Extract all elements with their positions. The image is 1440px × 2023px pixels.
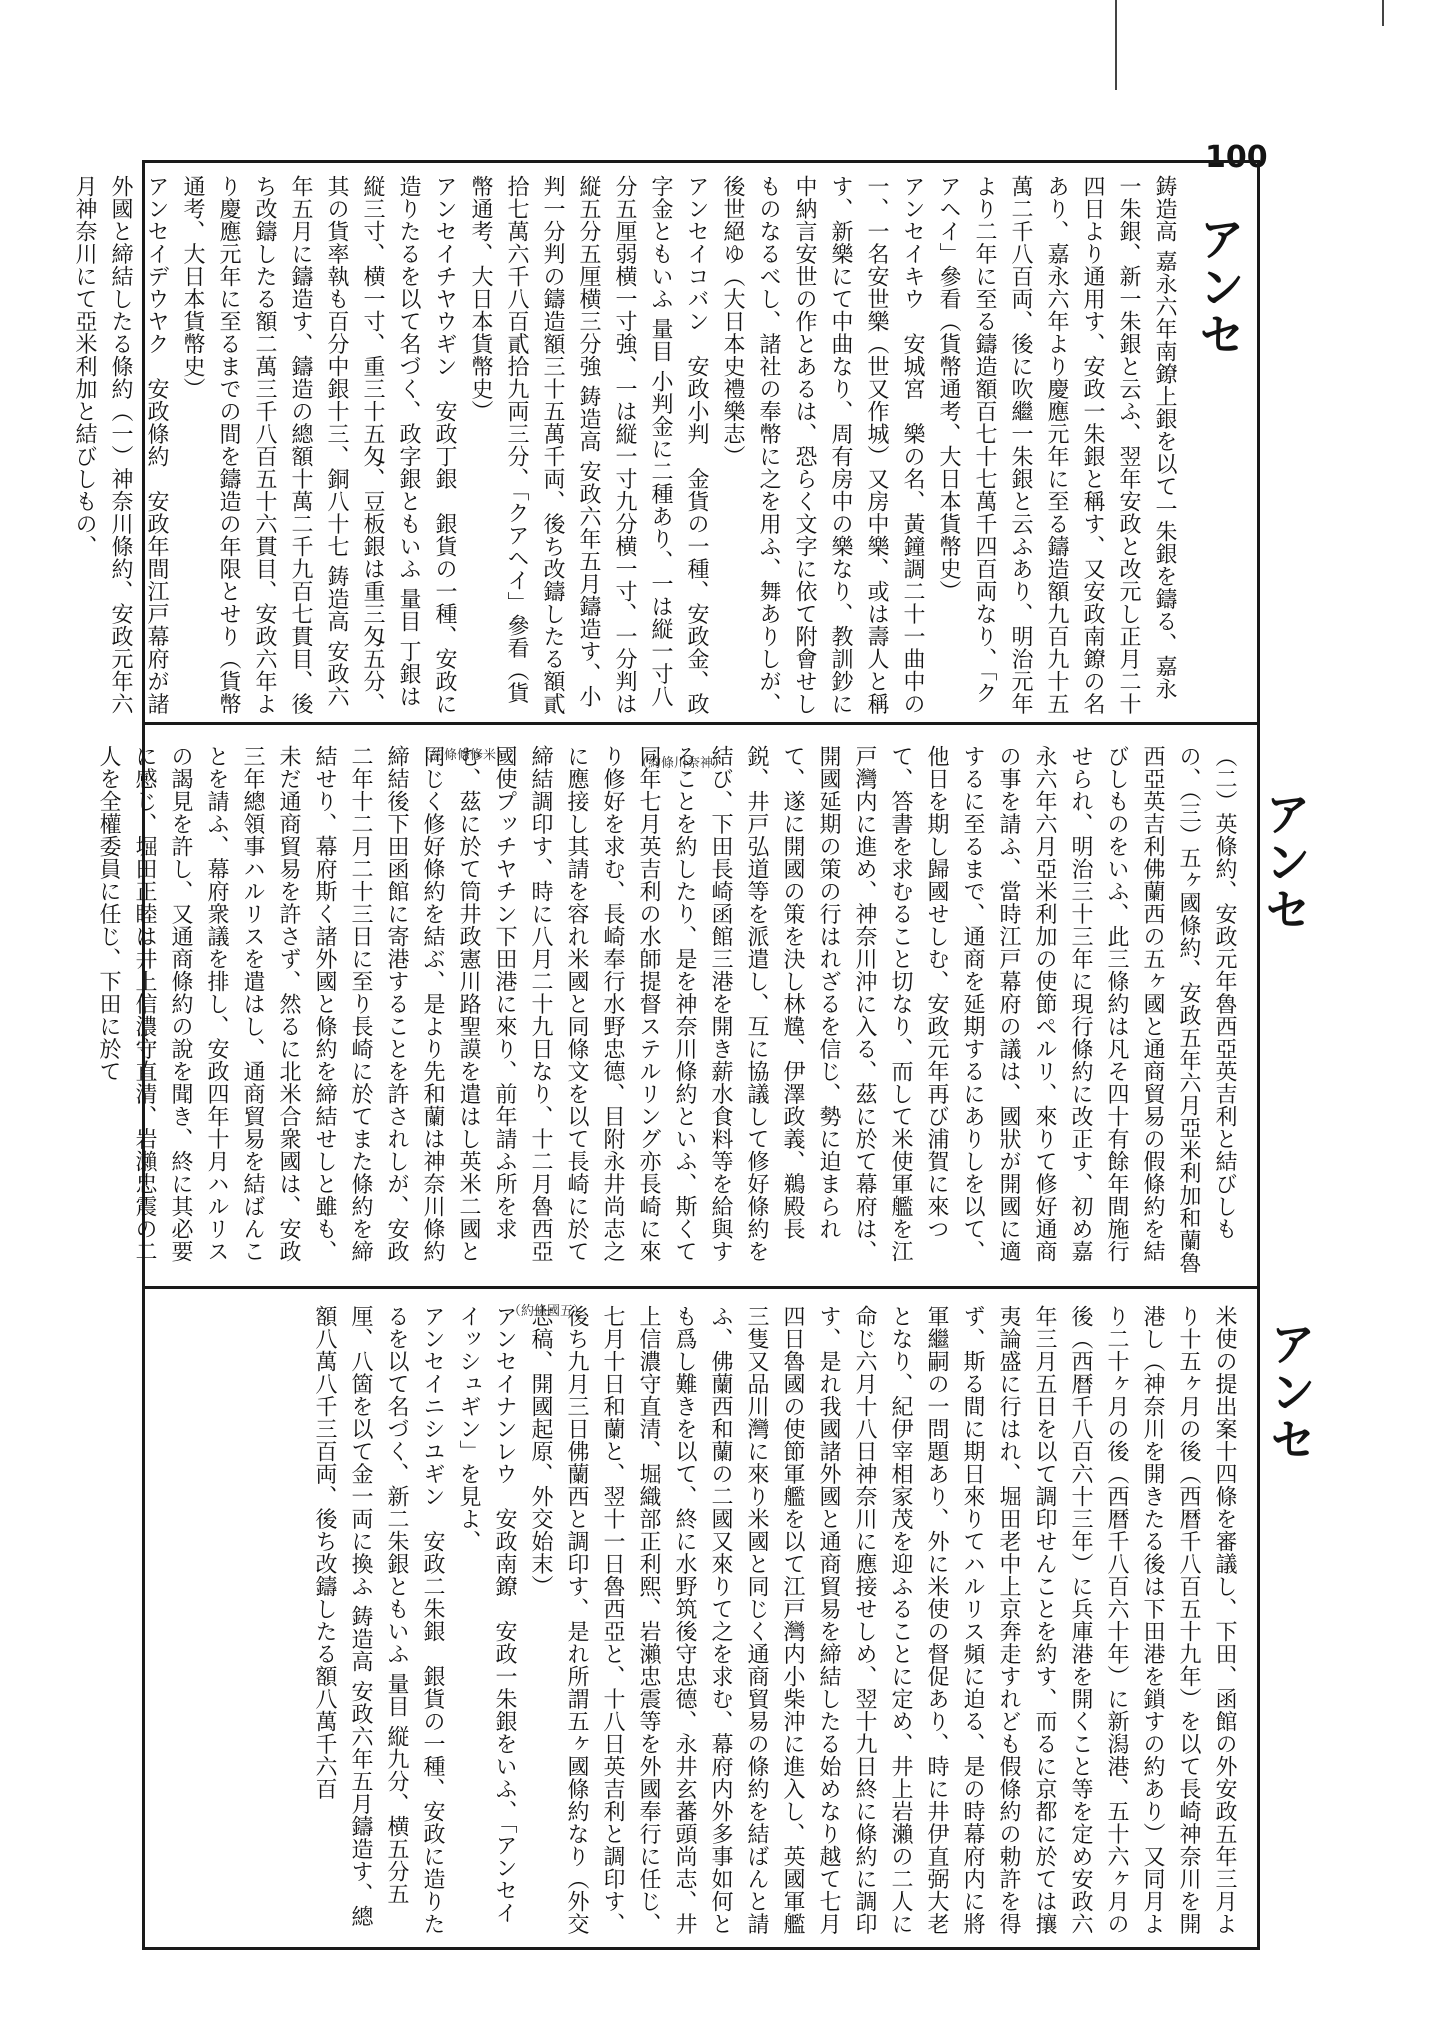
bottom-section-text: 米使の提出案十四條を審議し、下田、函館の外安政五年三月より十五ヶ月の後（西暦千八百五十九年）を以て長崎神奈川を開港し（神奈川を開きたる後は下田港を鎖すの約あり）又同月より二十ヶ月の後（西暦千八百六十年）に新潟港、五十六ヶ月の後（西暦千八百六十三年）に兵庫港を開くこと等を定め安政六年三月五日を以て調印せんことを約す、而るに京都に於ては攘夷論盛に行はれ、堀田老中上京奔走すれども假條約の勅許を得ず、斯る間に期日來りてハルリス頻に迫る、是の時幕府内に將軍繼嗣の一問題あり、外に米使の督促あり、時に井伊直弼大老となり、紀伊宰相家茂を迎ふることに定め、井上岩瀨の二人に命じ六月十八日神奈川に應接せしめ、翌十九日終に條約に調印す、是れ我國諸外國と通商貿易を締結したる始めなり越て七月四日魯國の使節軍艦を以て江戸灣内小柴沖に進入し、英國軍艦三隻又品川灣に來り米國と同じく通商貿易の條約を結ばんと請ふ、佛蘭西和蘭の二國又來りて之を求む、幕府内外多事如何とも爲し難きを以て、終に水野筑後守忠德、永井玄蕃頭尚志、井上信濃守直清、堀織部正利熙、岩瀨忠震等を外國奉行に任じ、七月十日和蘭と、翌十一日魯西亞と、十八日英吉利と調印す、後ち九月三日佛蘭西と調印す、是れ所謂五ヶ國條約なり（外交志稿、開國起原、外交始末） アンセイナンレウ 安政南鐐 安政一朱銀をいふ、「アンセイイッシュギン」を見よ、 アンセイニシユギン 安政二朱銀 銀貨の一種、安政に造りたるを以て名づく、新二朱銀ともいふ 量目 縦九分、横五分五厘、八箇を以て金一両に換ふ 鋳造高 安政六年五月鑄造す、總額八萬八千三百両、後ち改鑄したる額八萬千六百 — [312, 1305, 1237, 1935]
top-section — [72, 175, 1182, 715]
scan-edge-mark — [1115, 0, 1117, 90]
section-divider — [142, 1286, 1260, 1289]
section-divider — [142, 722, 1260, 725]
top-section-text: 鋳造高 嘉永六年南鐐上銀を以て一朱銀を鑄る、嘉永一朱銀、新一朱銀と云ふ、翌年安政と改元し正月二十四日より通用す、安政一朱銀と稱す、又安政南鐐の名あり、嘉永六年より慶應元年に至る鑄造額九百九十五萬二千八百両、後に吹繼一朱銀と云ふあり、明治元年より二年に至る鑄造額百七十七萬千四百両なり、「クアヘイ」參看（貨幣通考、大日本貨幣史） アンセイキウ 安城宮 樂の名、黃鐘調二十一曲中の一、一名安世樂（世又作城）又房中樂、或は壽人と稱す、新樂にて中曲なり、周有房中の樂なり、教訓鈔に中納言安世の作とあるは、恐らく文字に依て附會せしものなるべし、諸社の奉幣に之を用ふ、舞ありしが、後世絕ゆ（大日本史禮樂志） アンセイコバン 安政小判 金貨の一種、安政金、政字金ともいふ 量目 小判金に二種あり、一は縦一寸八分五厘弱横一寸強、一は縦一寸九分横一寸、一分判は縦五分五厘横三分強 鋳造高 安政六年五月鑄造す、小判一分判の鑄造額三十五萬千両、後ち改鑄したる額貳拾七萬六千八百貳拾九両三分、「クアヘイ」參看（貨幣通考、大日本貨幣史） アンセイチヤウギン 安政丁銀 銀貨の一種、安政に造りたるを以て名づく、政字銀ともいふ 量目 丁銀は縦三寸、横一寸、重三十五匁、豆板銀は重三匁五分、其の貨率執も百分中銀十三、銅八十七 鋳造高 安政六年五月に鑄造す、鑄造の總額十萬二千九百七貫目、後ち改鑄したる額二萬三千八百五十六貫目、安政六年より慶應元年に至るまでの間を鑄造の年限とせり（貨幣通考、大日本貨幣史） アンセイデウヤク 安政條約 安政年間江戸幕府が諸外國と締結したる條約（一）神奈川條約、安政元年六月神奈川にて亞米利加と結びしもの、 — [72, 175, 1177, 715]
side-heading-top: アンセ — [1192, 215, 1246, 359]
side-heading-bottom: アンセ — [1263, 1320, 1317, 1464]
figure-caption: （約條川奈神） — [635, 756, 727, 771]
figure-caption: （約條條修米） — [418, 748, 510, 763]
figure-caption: （約條國五） — [508, 1304, 587, 1319]
middle-section-text: （二）英條約、安政元年魯西亞英吉利と結びしもの、（三）五ヶ國條約、安政五年六月亞米利加和蘭魯西亞英吉利佛蘭西の五ヶ國と通商貿易の假條約を結びしものをいふ、此三條約は凡そ四十有餘年間施行せられ、明治三十三年に現行條約に改正す、初め嘉永六年六月亞米利加の使節ペルリ、來りて修好通商の事を請ふ、當時江戸幕府の議は、國狀が開國に適するに至るまで、通商を延期するにありしを以て、他日を期し歸國せしむ、安政元年再び浦賀に來つて、答書を求むること切なり、而して米使軍艦を江戸灣内に進め、神奈川沖に入る、茲に於て幕府は、開國延期の策の行はれざるを信じ、勢に迫まられて、遂に開國の策を決し林韑、伊澤政義、鵜殿長鋭、井戸弘道等を派遣し、互に協議して修好條約を結び、下田長崎函館三港を開き薪水食料等を給與することを約したり、是を神奈川條約といふ、斯くて同年七月英吉利の水師提督ステルリング亦長崎に來り修好を求む、長崎奉行水野忠德、目附永井尚志之に應接し其請を容れ米國と同條文を以て長崎に於て締結調印す、時に八月二十九日なり、十二月魯西亞國使プッチヤチン下田港に來り、前年請ふ所を求む、茲に於て筒井政憲川路聖謨を遣はし英米二國と同じく修好條約を結ぶ、是より先和蘭は神奈川條約締結後下田函館に寄港することを許されしが、安政二年十二月二十三日に至り長崎に於てまた條約を締結せり、幕府斯く諸外國と條約を締結せしと雖も、未だ通商貿易を許さず、然るに北米合衆國は、安政三年總領事ハルリスを遣はし、通商貿易を結ばんことを請ふ、幕府衆議を排し、安政四年十月ハルリスの謁見を許し、又通商條約の說を聞き、終に其必要に感じ、堀田正睦は井上信濃守直清、岩瀨忠震の二人を全權委員に任じ、下田に於て — [96, 745, 1237, 1274]
page-number: 100 — [1205, 140, 1268, 175]
side-heading-middle: アンセ — [1258, 790, 1312, 934]
middle-section — [96, 745, 1242, 1275]
bottom-section — [152, 1305, 1242, 1940]
scan-edge-mark — [1382, 0, 1384, 26]
